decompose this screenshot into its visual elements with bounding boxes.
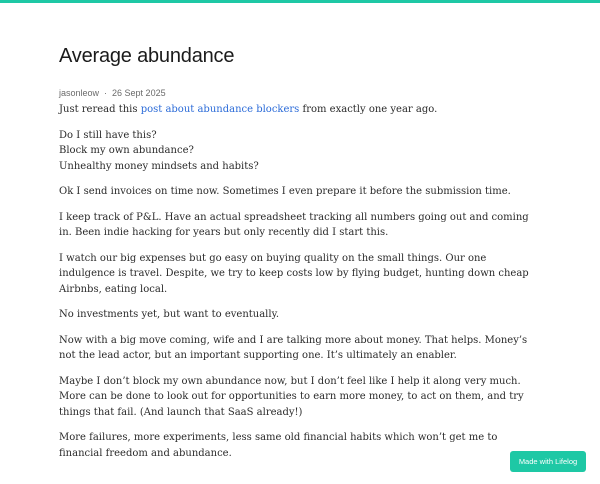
paragraph-expenses: I watch our big expenses but go easy on buying quality on the small things. Our one indulgence is travel. Despite, we try to keep costs low by flying budget, hunting down cheap Airbnbs, eating local.: [59, 252, 529, 295]
paragraph-big-move: Now with a big move coming, wife and I are talking more about money. That helps. Money’s not the lead actor, but an important supporting one. It’s ultimately an enabler.: [59, 334, 528, 361]
questions-paragraph: [59, 128, 529, 175]
intro-text-before: Just reread this: [59, 104, 141, 115]
made-with-lifelog-button[interactable]: Made with Lifelog: [510, 451, 586, 472]
question-line: Block my own abundance?: [59, 145, 194, 156]
paragraph-failures: More failures, more experiments, less same old financial habits which won’t get me to financial freedom and abundance.: [59, 432, 498, 459]
question-line: Do I still have this?: [59, 129, 157, 141]
intro-text-after: from exactly one year ago.: [299, 104, 438, 115]
paragraph-invoices: Ok I send invoices on time now. Sometimes I even prepare it before the submission time.: [59, 186, 511, 197]
intro-paragraph: [59, 102, 529, 118]
paragraph-investments: No investments yet, but want to eventually.: [59, 309, 280, 320]
post-date: 26 Sept 2025: [112, 88, 166, 98]
post-meta: [59, 88, 166, 98]
paragraph-pnl: I keep track of P&L. Have an actual spreadsheet tracking all numbers going out and coming in. Been indie hacking for years but only recently did I start this.: [59, 211, 529, 238]
question-line: Unhealthy money mindsets and habits?: [59, 160, 259, 172]
post-title: Average abundance: [59, 45, 235, 67]
post-author[interactable]: jasonleow: [59, 88, 100, 98]
meta-separator: ·: [104, 88, 108, 98]
top-accent-bar: [0, 0, 600, 3]
post-body: [59, 102, 529, 471]
abundance-blockers-link[interactable]: post about abundance blockers: [140, 104, 300, 115]
paragraph-abundance: Maybe I don’t block my own abundance now, but I don’t feel like I help it along very much. More can be done to look out for opportunities to earn more money, to act on them, and try things that fail. (And launch that SaaS already!): [59, 375, 524, 418]
